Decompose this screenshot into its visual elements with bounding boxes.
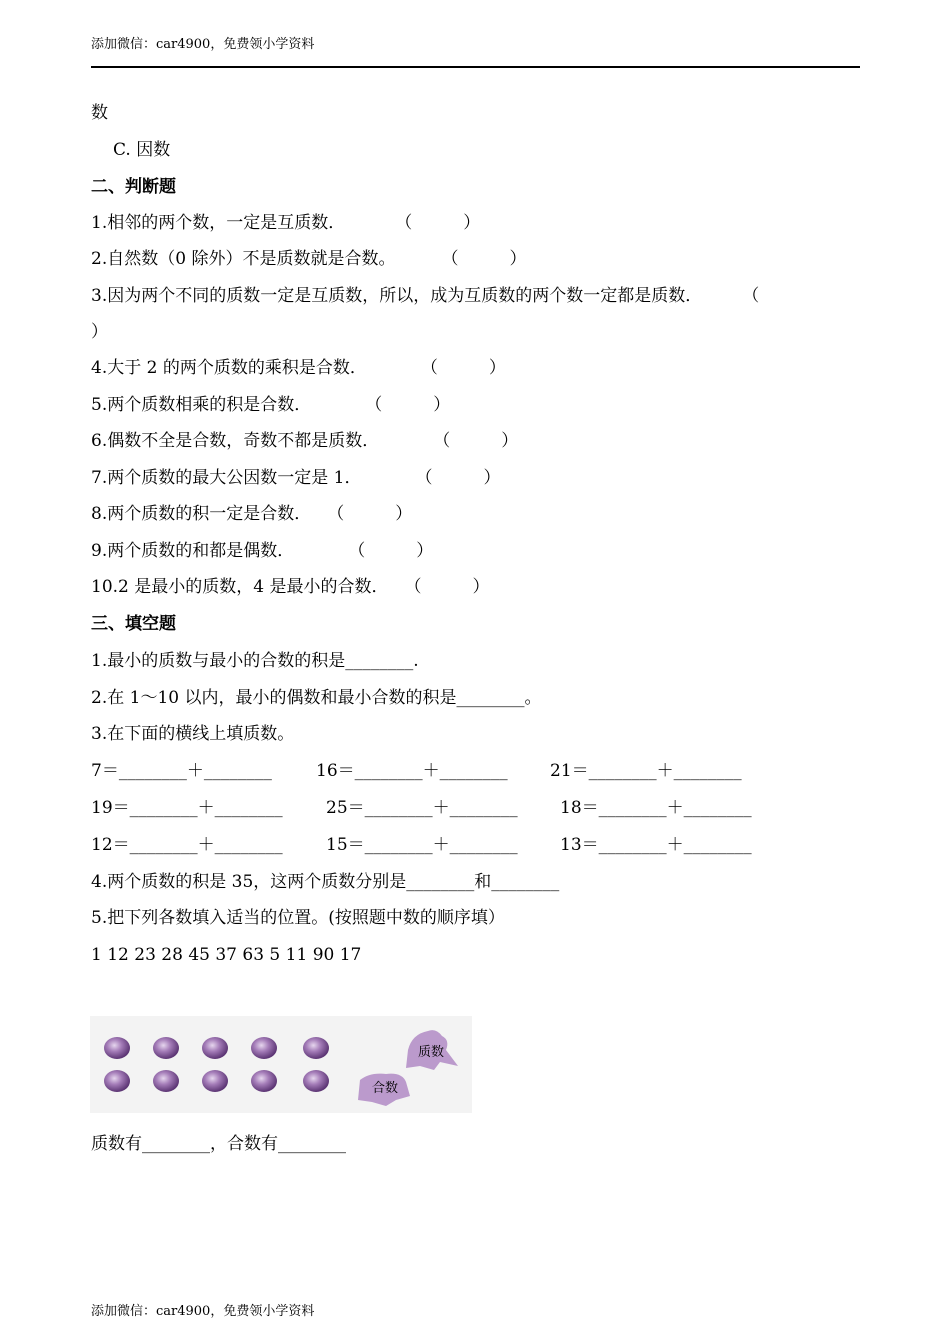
judge-item-4 xyxy=(91,357,506,379)
page-header: 添加微信：car4900，免费领小学资料 xyxy=(91,37,315,52)
number-balls xyxy=(104,1037,329,1092)
composite-basket-label: 合数 xyxy=(372,1081,399,1096)
option-c: C. 因数 xyxy=(113,140,171,160)
judge-item-2 xyxy=(91,248,526,270)
fill-question-3: 3.在下面的横线上填质数。 xyxy=(91,724,295,744)
answer-paren: （ ） xyxy=(395,213,481,233)
answer-paren: （ ） xyxy=(420,358,506,378)
judge-item-3 xyxy=(91,285,759,307)
fill-question-5: 5.把下列各数填入适当的位置。(按照题中数的顺序填） xyxy=(91,908,505,928)
carry-over-tail: 数 xyxy=(91,103,108,123)
judge-item-7 xyxy=(91,467,500,489)
sum-blank: 13＝________＋________ xyxy=(560,835,752,855)
judge-item-text: 7.两个质数的最大公因数一定是 1． xyxy=(91,468,362,488)
judge-item-3-continued xyxy=(91,321,108,343)
section-3-title: 三、填空题 xyxy=(91,614,176,634)
figure-art xyxy=(90,1016,472,1113)
answer-paren: （ ） xyxy=(404,577,490,597)
sum-row-2 xyxy=(0,797,950,819)
number-list: 1 12 23 28 45 37 63 5 11 90 17 xyxy=(91,945,362,965)
judge-item-text: 9.两个质数的和都是偶数． xyxy=(91,541,295,561)
sum-blank: 25＝________＋________ xyxy=(326,798,518,818)
sum-blank: 21＝________＋________ xyxy=(550,761,742,781)
answer-paren: （ ） xyxy=(433,431,519,451)
fill-question-1: 1.最小的质数与最小的合数的积是________. xyxy=(91,651,419,671)
fill-question-2: 2.在 1～10 以内，最小的偶数和最小合数的积是________。 xyxy=(91,688,542,708)
judge-item-text: 3.因为两个不同的质数一定是互质数，所以，成为互质数的两个数一定都是质数． xyxy=(91,286,703,306)
answer-line: 质数有________，合数有________ xyxy=(91,1134,346,1154)
judge-item-text: ） xyxy=(91,322,108,342)
prime-basket-label: 质数 xyxy=(418,1045,445,1060)
judge-item-text: 10.2 是最小的质数，4 是最小的合数． xyxy=(91,577,389,597)
judge-item-1 xyxy=(91,212,480,234)
sum-blank: 7＝________＋________ xyxy=(91,761,272,781)
judge-item-text: 1.相邻的两个数，一定是互质数． xyxy=(91,213,346,233)
judge-item-10 xyxy=(91,576,489,598)
sum-blank: 15＝________＋________ xyxy=(326,835,518,855)
section-2-title: 二、判断题 xyxy=(91,177,176,197)
header-rule xyxy=(91,66,860,68)
sum-row-3 xyxy=(0,834,950,856)
answer-paren: （ ） xyxy=(327,504,413,524)
sum-blank: 19＝________＋________ xyxy=(91,798,283,818)
sum-blank: 18＝________＋________ xyxy=(560,798,752,818)
judge-item-text: 6.偶数不全是合数，奇数不都是质数． xyxy=(91,431,380,451)
answer-paren: （ ） xyxy=(348,541,434,561)
answer-paren: （ ） xyxy=(365,395,451,415)
answer-paren: （ ） xyxy=(415,468,501,488)
answer-paren: （ ） xyxy=(441,249,527,269)
judge-item-5 xyxy=(91,394,450,416)
sum-row-1 xyxy=(0,760,950,782)
fill-question-4: 4.两个质数的积是 35，这两个质数分别是________和________ xyxy=(91,872,560,892)
judge-item-text: 4.大于 2 的两个质数的乘积是合数． xyxy=(91,358,367,378)
sum-blank: 16＝________＋________ xyxy=(316,761,508,781)
judge-item-9 xyxy=(91,540,433,562)
answer-paren: （ xyxy=(742,286,760,306)
judge-item-6 xyxy=(91,430,518,452)
sum-blank: 12＝________＋________ xyxy=(91,835,283,855)
page-footer: 添加微信：car4900，免费领小学资料 xyxy=(91,1304,315,1319)
sorting-figure xyxy=(90,1016,472,1113)
judge-item-8 xyxy=(91,503,412,525)
judge-item-text: 2.自然数（0 除外）不是质数就是合数。 xyxy=(91,249,396,269)
judge-item-text: 5.两个质数相乘的积是合数． xyxy=(91,395,312,415)
judge-item-text: 8.两个质数的积一定是合数． xyxy=(91,504,312,524)
